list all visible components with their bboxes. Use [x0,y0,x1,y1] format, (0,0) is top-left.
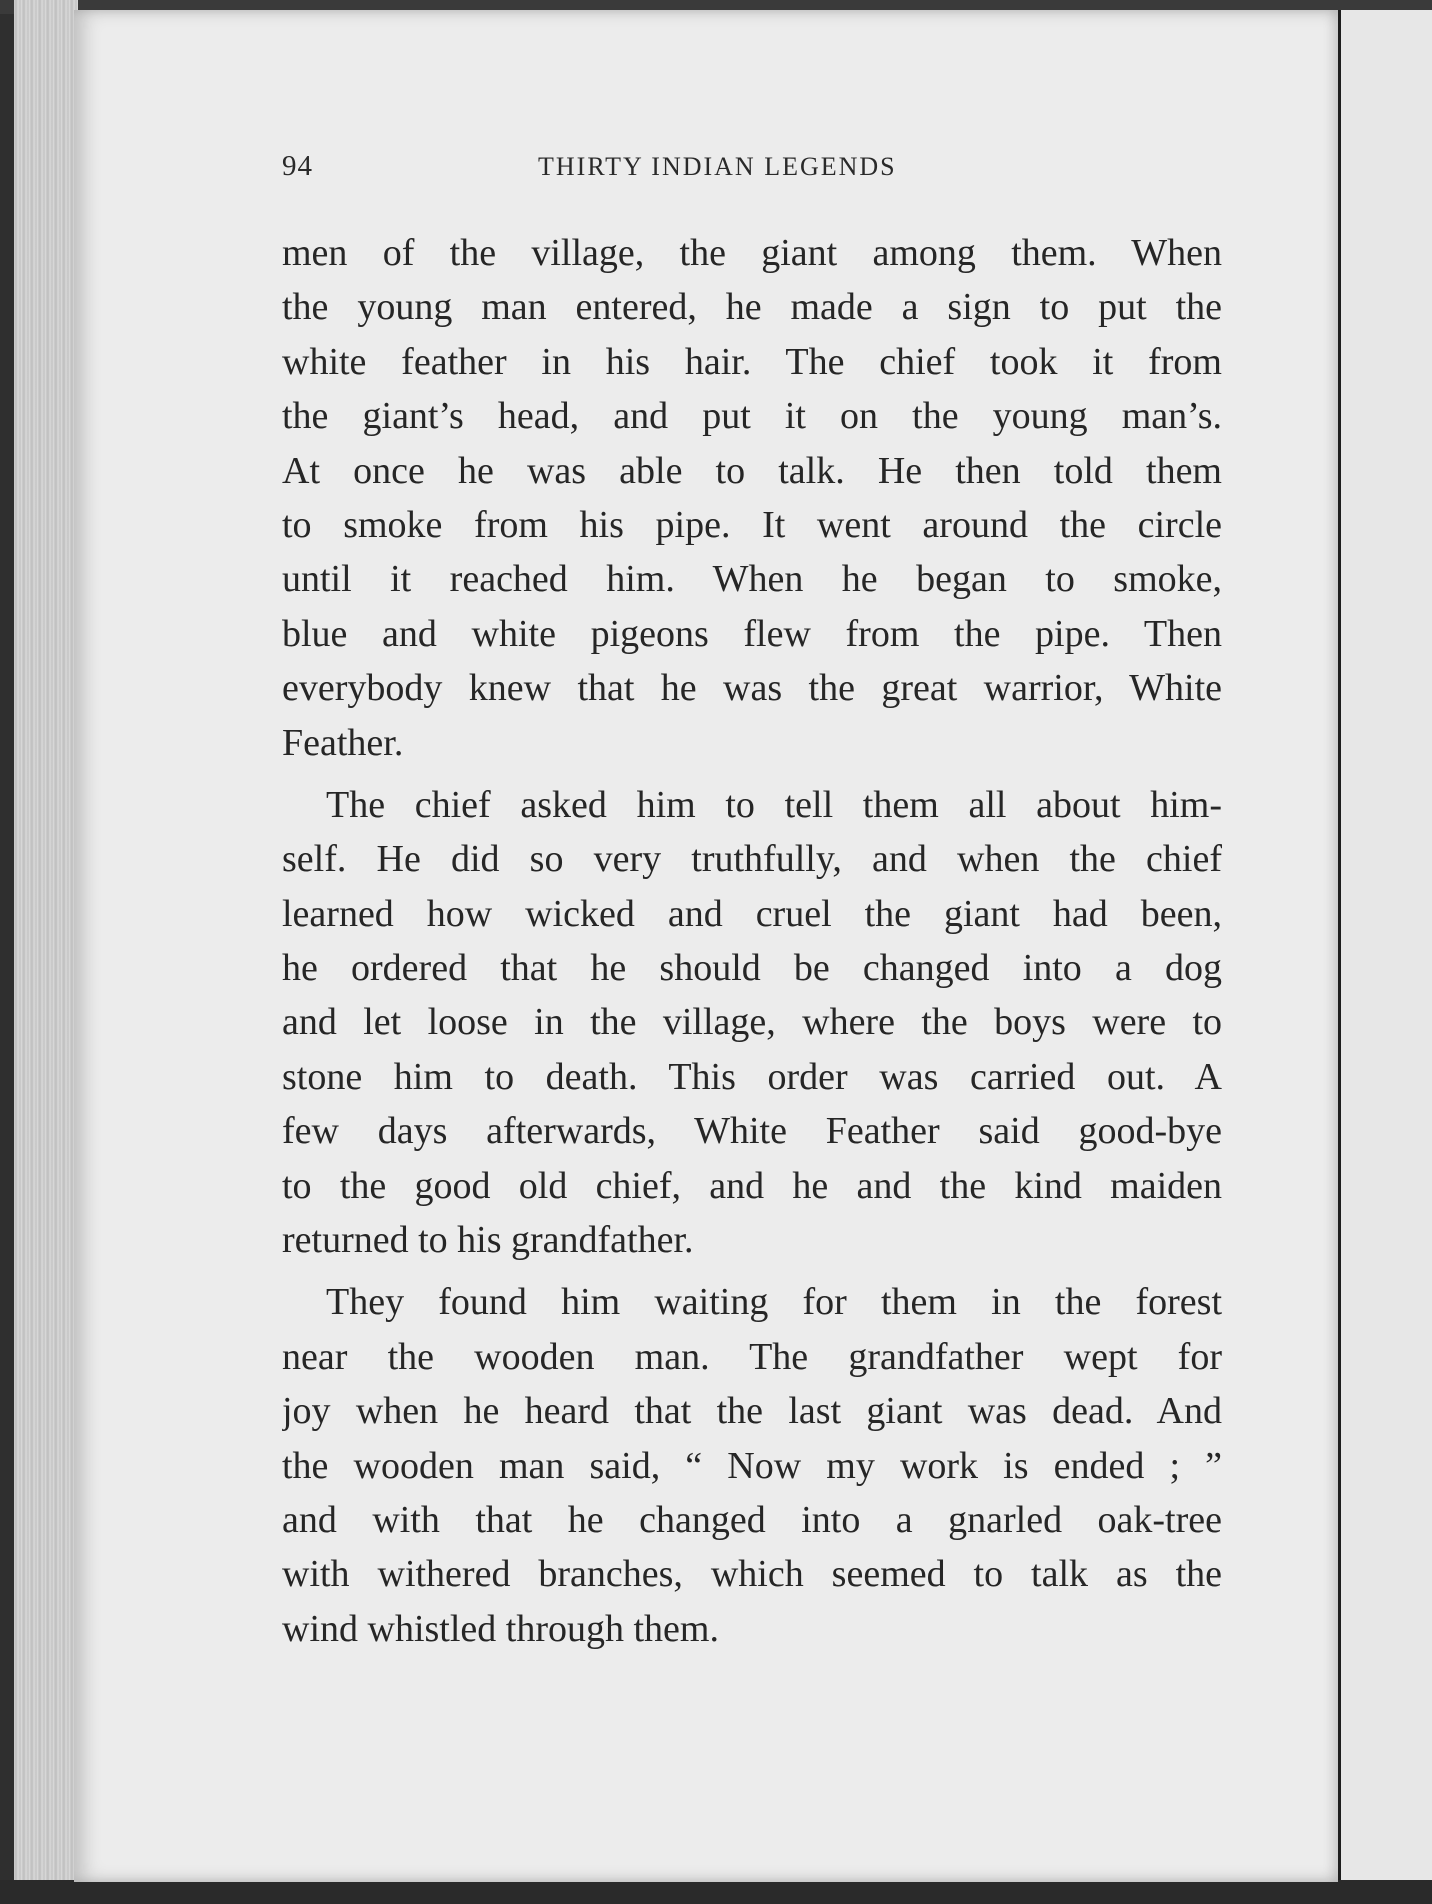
text-line: and let loose in the village, where the boys were to [282,1001,1222,1044]
text-line: he ordered that he should be changed into a dog [282,947,1222,990]
book-title: THIRTY INDIAN LEGENDS [538,152,897,181]
page-number: 94 [282,150,313,182]
text-line: Feather. [282,721,404,764]
text-line: and with that he changed into a gnarled oak-tree [282,1498,1222,1541]
text-line: the wooden man said, “ Now my work is ended ; ” [282,1444,1222,1487]
text-line: wind whistled through them. [282,1607,719,1650]
facing-page-strip [1338,10,1432,1904]
text-line: to the good old chief, and he and the kind maiden [282,1164,1222,1207]
paragraph-1 [282,226,1222,770]
text-line: The chief asked him to tell them all about him- [326,783,1222,826]
text-line: the young man entered, he made a sign to put the [282,286,1222,329]
body-text [282,226,1222,1656]
text-line: men of the village, the giant among them. When [282,232,1222,274]
text-line: blue and white pigeons flew from the pipe. Then [282,612,1222,655]
text-line: white feather in his hair. The chief took it from [282,340,1222,383]
text-line: joy when he heard that the last giant was dead. And [282,1390,1222,1433]
text-line: They found him waiting for them in the forest [326,1281,1222,1324]
text-line: with withered branches, which seemed to talk as the [282,1553,1222,1596]
text-line: stone him to death. This order was carried out. A [282,1055,1222,1098]
text-line: few days afterwards, White Feather said good-bye [282,1110,1222,1153]
book-page-edges [14,0,78,1904]
text-line: self. He did so very truthfully, and when the chief [282,838,1222,881]
text-line: At once he was able to talk. He then told them [282,449,1222,492]
text-line: learned how wicked and cruel the giant had been, [282,892,1222,935]
scan-bottom-edge [0,1880,1432,1904]
text-line: near the wooden man. The grandfather wept for [282,1335,1222,1378]
text-line: until it reached him. When he began to smoke, [282,558,1222,601]
text-line: to smoke from his pipe. It went around the circle [282,503,1222,546]
running-head [282,150,1222,190]
text-line: the giant’s head, and put it on the young man’s. [282,395,1222,438]
paragraph-3 [282,1275,1222,1656]
text-line: returned to his grandfather. [282,1219,694,1262]
paragraph-2 [282,778,1222,1268]
text-line: everybody knew that he was the great warrior, White [282,667,1222,710]
